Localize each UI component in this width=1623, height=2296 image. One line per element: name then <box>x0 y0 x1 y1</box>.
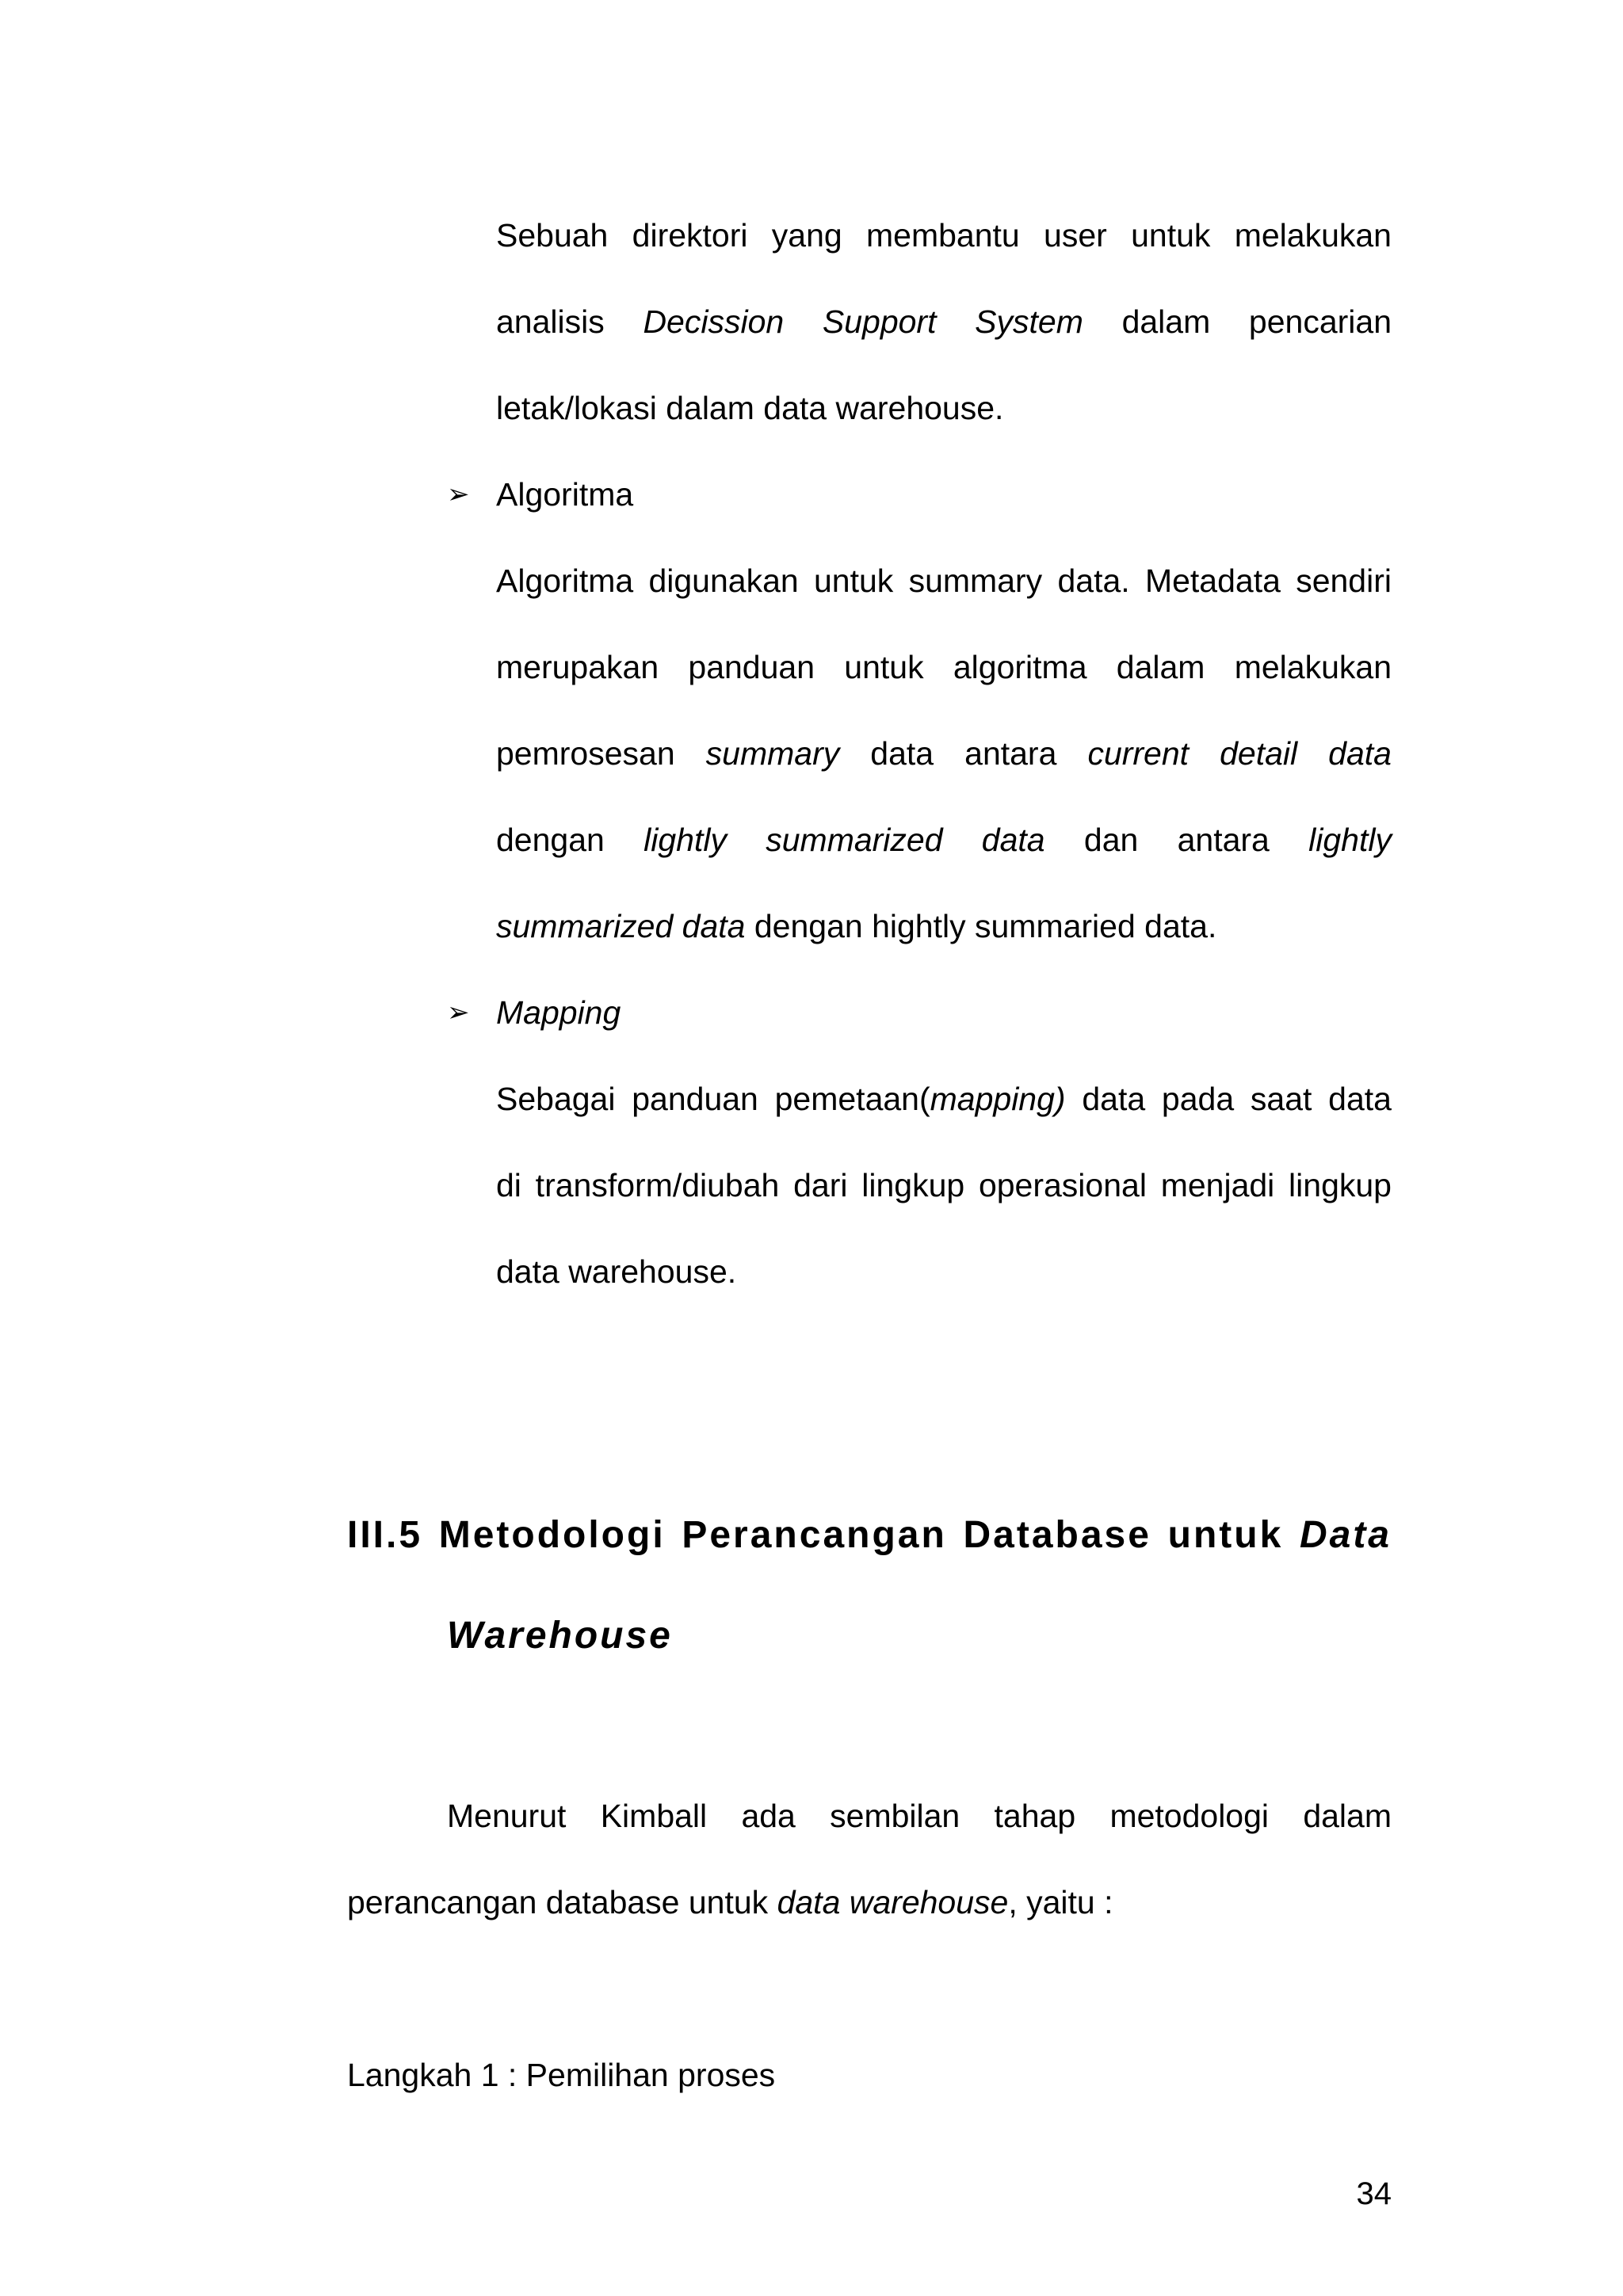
mapping-line-2 <box>496 1165 1392 1205</box>
intro-line-2 <box>496 302 1392 341</box>
mapping-line-1-c: data pada saat data <box>1082 1081 1392 1117</box>
section-heading-italic: Data <box>1299 1514 1392 1556</box>
section-heading-line-2 <box>447 1612 673 1660</box>
algoritma-line-4-c: dan antara <box>1083 822 1270 858</box>
body-line-2-b-italic: data warehouse <box>777 1884 1009 1920</box>
algoritma-line-3 <box>496 734 1392 773</box>
section-heading-line-2-italic: Warehouse <box>447 1615 673 1657</box>
algoritma-line-4 <box>496 820 1392 860</box>
algoritma-line-5-a-italic: summarized data <box>496 908 746 944</box>
intro-line-2-c: dalam pencarian <box>1121 303 1392 340</box>
body-line-1-text: Menurut Kimball ada sembilan tahap metodologi dalam <box>447 1798 1392 1834</box>
algoritma-line-4-d-italic: lightly <box>1308 822 1392 858</box>
bullet-title-algoritma <box>496 475 633 514</box>
algoritma-line-1-text: Algoritma digunakan untuk summary data. Metadata sendiri <box>496 563 1392 599</box>
page-number: 34 <box>1356 2176 1392 2211</box>
algoritma-line-1 <box>496 561 1392 601</box>
intro-line-3-text: letak/lokasi dalam data warehouse. <box>496 390 1004 426</box>
algoritma-line-4-b-italic: lightly summarized data <box>643 822 1045 858</box>
mapping-line-1 <box>496 1079 1392 1119</box>
algoritma-line-3-b-italic: summary <box>705 735 840 772</box>
algoritma-line-3-d-italic: current detail data <box>1087 735 1392 772</box>
algoritma-line-3-c: data antara <box>870 735 1057 772</box>
intro-line-2-a: analisis <box>496 303 605 340</box>
intro-line-2-b-italic: Decission Support System <box>643 303 1083 340</box>
algoritma-line-4-a: dengan <box>496 822 605 858</box>
algoritma-title-text: Algoritma <box>496 476 634 513</box>
step-1-text: Langkah 1 : Pemilihan proses <box>347 2057 776 2093</box>
algoritma-line-2-text: merupakan panduan untuk algoritma dalam melakukan <box>496 649 1392 685</box>
bullet-title-mapping <box>496 993 621 1032</box>
intro-line-3 <box>496 388 1003 428</box>
algoritma-line-2 <box>496 647 1392 687</box>
intro-line-1-text: Sebuah direktori yang membantu user untuk melakukan <box>496 217 1392 254</box>
mapping-line-1-b-italic: mapping) <box>930 1081 1066 1117</box>
section-heading-text: III.5 Metodologi Perancangan Database untuk <box>347 1514 1284 1556</box>
mapping-line-1-a: Sebagai panduan pemetaan( <box>496 1081 930 1117</box>
mapping-line-2-text: di transform/diubah dari lingkup operasional menjadi lingkup <box>496 1167 1392 1203</box>
arrow-bullet-icon: ➢ <box>447 479 470 510</box>
body-line-1 <box>447 1796 1392 1836</box>
body-line-2-a: perancangan database untuk <box>347 1884 769 1920</box>
algoritma-line-3-a: pemrosesan <box>496 735 675 772</box>
intro-line-1 <box>496 215 1392 255</box>
mapping-line-3 <box>496 1252 736 1291</box>
arrow-bullet-icon: ➢ <box>447 997 470 1028</box>
step-1-label <box>347 2055 775 2095</box>
body-line-2 <box>347 1882 1113 1922</box>
algoritma-line-5 <box>496 906 1216 946</box>
mapping-line-3-text: data warehouse. <box>496 1253 737 1290</box>
section-heading-line-1 <box>347 1512 1392 1559</box>
mapping-title-text: Mapping <box>496 994 621 1031</box>
algoritma-line-5-b: dengan hightly summaried data. <box>754 908 1217 944</box>
body-line-2-c: , yaitu : <box>1008 1884 1113 1920</box>
